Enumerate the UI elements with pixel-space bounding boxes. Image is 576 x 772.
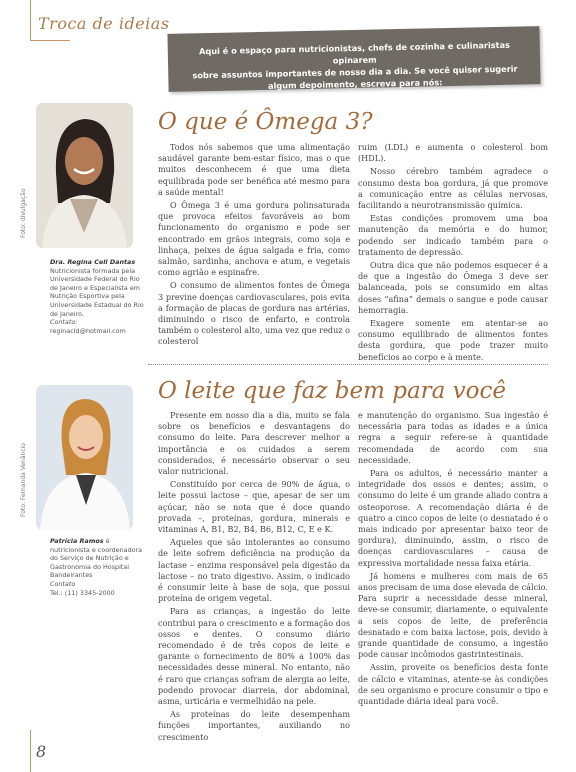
footer-rule — [30, 730, 31, 772]
author-description-1: Nutricionista formada pela Universidade Federal do Rio de Janeiro e Especialista em Nutrição Esportiva pela Universidade Estadual do Rio de Janeiro. — [50, 266, 144, 318]
paragraph: Outra dica que não podemos esquecer é a de que a ingestão do Ômega 3 deve ser balanceada, pois se consumido em altas doses “afina” demais o sangue e pode causar hemorragia. — [358, 260, 548, 315]
photo-credit-2: Foto: Fernanda Venâncio — [20, 443, 27, 517]
paragraph: Aqueles que são intolerantes ao consumo de leite sofrem deficiência na produção da lactase – enzima responsável pela digestão da lactose – no trato digestivo. Assim, o indicado é consumir leite à base de soja, que possui proteína de origem vegetal. — [158, 537, 350, 604]
corner-rule-horizontal — [30, 40, 70, 41]
paragraph: Estas condições promovem uma boa manutenção da memória e do humor, podendo ser indicado também para o tratamento de depressão. — [358, 213, 548, 257]
paragraph: Nosso cérebro também agradece o consumo desta boa gordura, já que promove a comunicação entre as células nervosas, facilitando a neurotransmissão química. — [358, 166, 548, 211]
corner-rule — [30, 0, 31, 40]
paragraph: Presente em nosso dia a dia, muito se fala sobre os benefícios e desvantagens do consumo do leite. Para descrever melhor a importância e os cuidados a serem considerados, é necessário observar o seu valor nutricional. — [158, 410, 350, 477]
paragraph: Todos nós sabemos que uma alimentação saudável garante bem-estar físico, mas o que muitos desconhecem é que uma dieta equilibrada pode ser benéfica até mesmo para a saúde mental! — [158, 142, 350, 197]
author-photo-patricia — [36, 385, 133, 530]
author-description-2: é nutricionista e coordenadora do Serviço de Nutrição e Gastronomia do Hospital Bandeirantes — [50, 537, 143, 580]
banner-line-1: Aqui é o espaço para nutricionistas, chefs de cozinha e culinaristas opinarem — [198, 39, 511, 66]
author-contact-2: Tel.: (11) 3345-2000 — [50, 588, 115, 597]
article-divider — [148, 364, 548, 365]
banner-line-3: algum depoimento, escreva para nós: cozinhafacafacil@editoraonline.com.br — [265, 77, 446, 103]
paragraph: O consumo de alimentos fontes de Ômega 3 previne doenças cardiovasculares, pois evita a formação de placas de gordura nas artérias, diminuindo o risco de enfarto, e controla também o colesterol alto, uma vez que reduz o colesterol — [158, 280, 350, 347]
paragraph: ruim (LDL) e aumenta o colesterol bom (HDL). — [358, 142, 548, 164]
author-contact-label-1: Contato: — [50, 318, 78, 327]
paragraph: Exagere somente em atentar-se ao consumo equilibrado de alimentos fontes desta gordura, que pode trazer muito benefícios ao corpo e à mente. — [358, 318, 548, 362]
article1-column-1 — [158, 142, 350, 350]
article1-column-2 — [358, 142, 548, 365]
page-number: 8 — [36, 742, 47, 761]
author-name-2: Patrícia Ramos — [50, 537, 104, 545]
paragraph: e manutenção do organismo. Sua ingestão é necessária para todas as idades e a única regra a seguir refere-se à quantidade recomendada de acordo com sua necessidade. — [358, 410, 548, 465]
paragraph: Já homens e mulheres com mais de 65 anos precisam de uma dose elevada de cálcio. Para suprir a necessidade desse mineral, deve-se consumir, diariamente, o equivalente a seis copos de leite, de preferência desnatado e com baixa lactose, pois, devido à grande quantidade de consumo, a ingestão pode causar incômodos gastrintestinais. — [358, 570, 548, 660]
paragraph: Para as crianças, a ingestão do leite contribui para o crescimento e a formação dos ossos e dentes. O consumo diário recomendado é de três copos de leite e garante o fornecimento de 80% a 100% das necessidades desse mineral. No entanto, não é raro que crianças sofram de alergia ao leite, podendo provocar diarreia, dor abdominal, asma, urticária e vermelhidão na pele. — [158, 606, 350, 707]
article2-column-1 — [158, 410, 350, 745]
photo-credit-1: Foto: divulgação — [20, 188, 27, 238]
paragraph: Para os adultos, é necessário manter a integridade dos ossos e dentes; assim, o consumo do leite é um grande aliado contra a osteoporose. A recomendação diária é de quatro a cinco copos de leite (o desnatado é o mais indicado por apresentar baixo teor de gordura), diminuindo, assim, o risco de doenças cardiovasculares – causa de expressiva mortalidade nessa faixa etária. — [358, 468, 548, 568]
author-bio-2 — [50, 537, 145, 597]
author-photo-regina — [36, 103, 133, 248]
section-title: Troca de ideias — [38, 14, 170, 33]
author-contact-label-2: Contato — [50, 579, 76, 588]
author-bio-1 — [50, 258, 145, 335]
author-contact-1: reginacld@hotmail.com — [50, 326, 126, 335]
paragraph: Constituído por cerca de 90% de água, o leite possui lactose – que, apesar de ser um açúcar, não se nota que é doce quando provada –, proteínas, gordura, minerais e vitaminas A, B1, B2, B4, B6, B12, C, E e K. — [158, 479, 350, 535]
author-name-1: Dra. Regina Celi Dantas — [50, 258, 136, 266]
paragraph: Assim, proveite os benefícios desta fonte de cálcio e vitaminas, atente-se às condições de seu organismo e procure consumir o tipo e quantidade diária ideal para você. — [358, 662, 548, 707]
article2-column-2 — [358, 410, 548, 709]
paragraph: O Ômega 3 é uma gordura polinsaturada que provoca efeitos favoráveis ao bom funcionamento do organismo e pode ser encontrado em grãos integrais, como soja e linhaça, peixes de água salgada e fria, como salmão, sardinha, anchova e atum, e vegetais como agrião e espinafre. — [158, 200, 350, 278]
banner-line-2: sobre assuntos importantes de nosso dia a dia. Se você quiser sugerir — [192, 63, 518, 81]
intro-banner-text — [179, 38, 530, 105]
paragraph: As proteínas do leite desempenham funções importantes, auxiliando no crescimento — [158, 709, 350, 742]
article-title-leite: O leite que faz bem para você — [158, 378, 507, 404]
article-title-omega3: O que é Ômega 3? — [158, 109, 373, 135]
